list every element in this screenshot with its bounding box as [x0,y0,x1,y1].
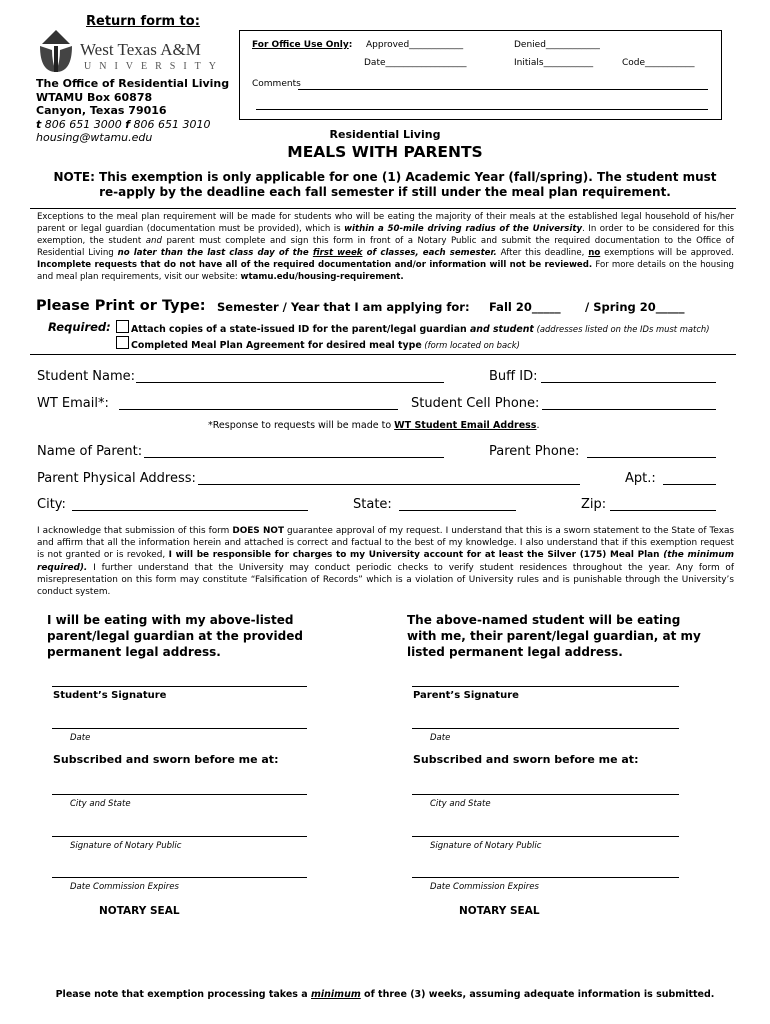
cell-phone-label: Student Cell Phone: [411,396,540,411]
comments-line-2[interactable] [256,109,708,110]
return-label: Return form to: [86,14,200,29]
print-heading: Please Print or Type: [36,298,206,314]
state-input[interactable] [399,510,516,511]
buff-id-input[interactable] [541,382,716,383]
buff-id-label: Buff ID: [489,369,538,384]
student-date-line[interactable] [52,728,307,729]
required-item-id[interactable]: Attach copies of a state-issued ID for the parent/legal guardian and student (addresses listed on the IDs must match) [116,320,710,335]
note-line-2: re-apply by the deadline each fall semester if still under the meal plan requirement. [99,185,671,199]
spring-field[interactable]: / Spring 20_____ [585,300,685,314]
department-title: Residential Living [329,128,441,141]
parent-date-line[interactable] [412,728,679,729]
parent-address-label: Parent Physical Address: [37,471,196,486]
semester-label: Semester / Year that I am applying for: [217,300,470,314]
parent-signature-line[interactable] [412,686,679,687]
office-name: The Office of Residential Living [36,77,230,90]
checkbox-agreement[interactable] [116,336,129,349]
wt-email-input[interactable] [119,409,398,410]
office-phone: t 806 651 3000 f 806 651 3010 [36,117,211,131]
office-city: Canyon, Texas 79016 [36,104,167,117]
acknowledgement-paragraph: I acknowledge that submission of this form DOES NOT guarantee approval of my request. I understand that this is a sworn statement to the State of Texas and affirm that all the information herein and attached is correct and factual to the best of my knowledge. I also understand that if this exemption request is not granted or is revoked, I will be responsible for charges to my University account for at least the Silver (175) Meal Plan (the minimum required). I further understand that the University may conduct periodic checks to verify student residences throughout the year. Any form of misrepresentation on this form may constitute “Falsification of Records” which is a violation of University rules and is punishable through the University’s conduct system. [37,526,735,598]
student-statement: I will be eating with my above-listed parent/legal guardian at the provided permanent legal address. [47,613,303,659]
university-logo [36,28,224,76]
parent-notary-sig-label: Signature of Notary Public [430,841,542,851]
parent-notary-sig-line[interactable] [412,836,679,837]
divider [30,208,736,209]
city-label: City: [37,497,66,512]
intro-paragraph: Exceptions to the meal plan requirement will be made for students who will be eating the majority of their meals at the established legal household of his/her parent or legal guardian (documentation must be provided), which is within a 50-mile driving radius of the University. In order to be considered for this exemption, the student and parent must complete and sign this form in front of a Notary Public and submit the required documentation to the Office of Residential Living no later than the last class day of the first week of classes, each semester. After this deadline, no exemptions will be approved. Incomplete requests that do not have all of the required documentation and/or information will not be reviewed. For more details on the housing and meal plan requirements, visit our website: wtamu.edu/housing-requirement. [37,212,734,283]
parent-signature-label: Parent’s Signature [413,690,519,701]
note-line-1: NOTE: This exemption is only applicable for one (1) Academic Year (fall/spring). The student must [53,170,717,184]
approved-field[interactable]: Approved____________ [366,40,464,50]
student-city-state-label: City and State [70,799,131,809]
required-item-agreement[interactable]: Completed Meal Plan Agreement for desired meal type (form located on back) [116,336,520,351]
wt-email-label: WT Email*: [37,396,109,411]
zip-label: Zip: [581,497,607,512]
comments-label: Comments [252,79,301,89]
initials-field[interactable]: Initials___________ [514,58,594,68]
office-box: WTAMU Box 60878 [36,90,153,104]
required-label: Required: [48,320,111,334]
apt-input[interactable] [663,484,716,485]
parent-phone-label: Parent Phone: [489,444,580,459]
student-name-input[interactable] [136,382,444,383]
parent-city-state-line[interactable] [412,794,679,795]
zip-input[interactable] [610,510,716,511]
office-use-box [239,30,722,120]
parent-commission-line[interactable] [412,877,679,878]
parent-phone-input[interactable] [587,457,716,458]
student-signature-label: Student’s Signature [53,690,167,701]
student-signature-line[interactable] [52,686,307,687]
student-commission-line[interactable] [52,877,307,878]
code-field[interactable]: Code___________ [622,58,695,68]
page-title: MEALS WITH PARENTS [287,143,483,161]
divider-2 [30,354,736,355]
student-notary-sig-line[interactable] [52,836,307,837]
parent-address-input[interactable] [198,484,580,485]
checkbox-id[interactable] [116,320,129,333]
response-note: *Response to requests will be made to WT Student Email Address. [208,420,540,431]
apt-label: Apt.: [625,471,656,486]
note [0,170,770,200]
logo-name: West Texas A&M [80,40,201,59]
parent-name-input[interactable] [144,457,444,458]
cell-phone-input[interactable] [542,409,716,410]
student-sworn-label: Subscribed and sworn before me at: [53,753,279,766]
student-city-state-line[interactable] [52,794,307,795]
parent-date-label: Date [430,733,451,743]
state-label: State: [353,497,392,512]
office-date-field[interactable]: Date__________________ [364,58,467,68]
student-name-label: Student Name: [37,369,136,384]
student-date-label: Date [70,733,91,743]
footer-note: Please note that exemption processing takes a minimum of three (3) weeks, assuming adequate information is submitted. [55,989,715,1000]
parent-statement: The above-named student will be eating with me, their parent/legal guardian, at my listed permanent legal address. [407,613,701,659]
student-notary-seal: NOTARY SEAL [99,905,180,917]
parent-sworn-label: Subscribed and sworn before me at: [413,753,639,766]
office-email: housing@wtamu.edu [36,131,153,144]
denied-field[interactable]: Denied____________ [514,40,600,50]
university-emblem-icon [36,28,76,74]
logo-sub: UNIVERSITY [84,61,224,72]
comments-line-1[interactable] [298,89,708,90]
parent-name-label: Name of Parent: [37,444,143,459]
fall-field[interactable]: Fall 20_____ [489,300,561,314]
parent-city-state-label: City and State [430,799,491,809]
parent-commission-label: Date Commission Expires [430,882,539,892]
office-use-label: For Office Use Only: [252,40,353,50]
student-notary-sig-label: Signature of Notary Public [70,841,182,851]
parent-notary-seal: NOTARY SEAL [459,905,540,917]
city-input[interactable] [72,510,308,511]
student-commission-label: Date Commission Expires [70,882,179,892]
